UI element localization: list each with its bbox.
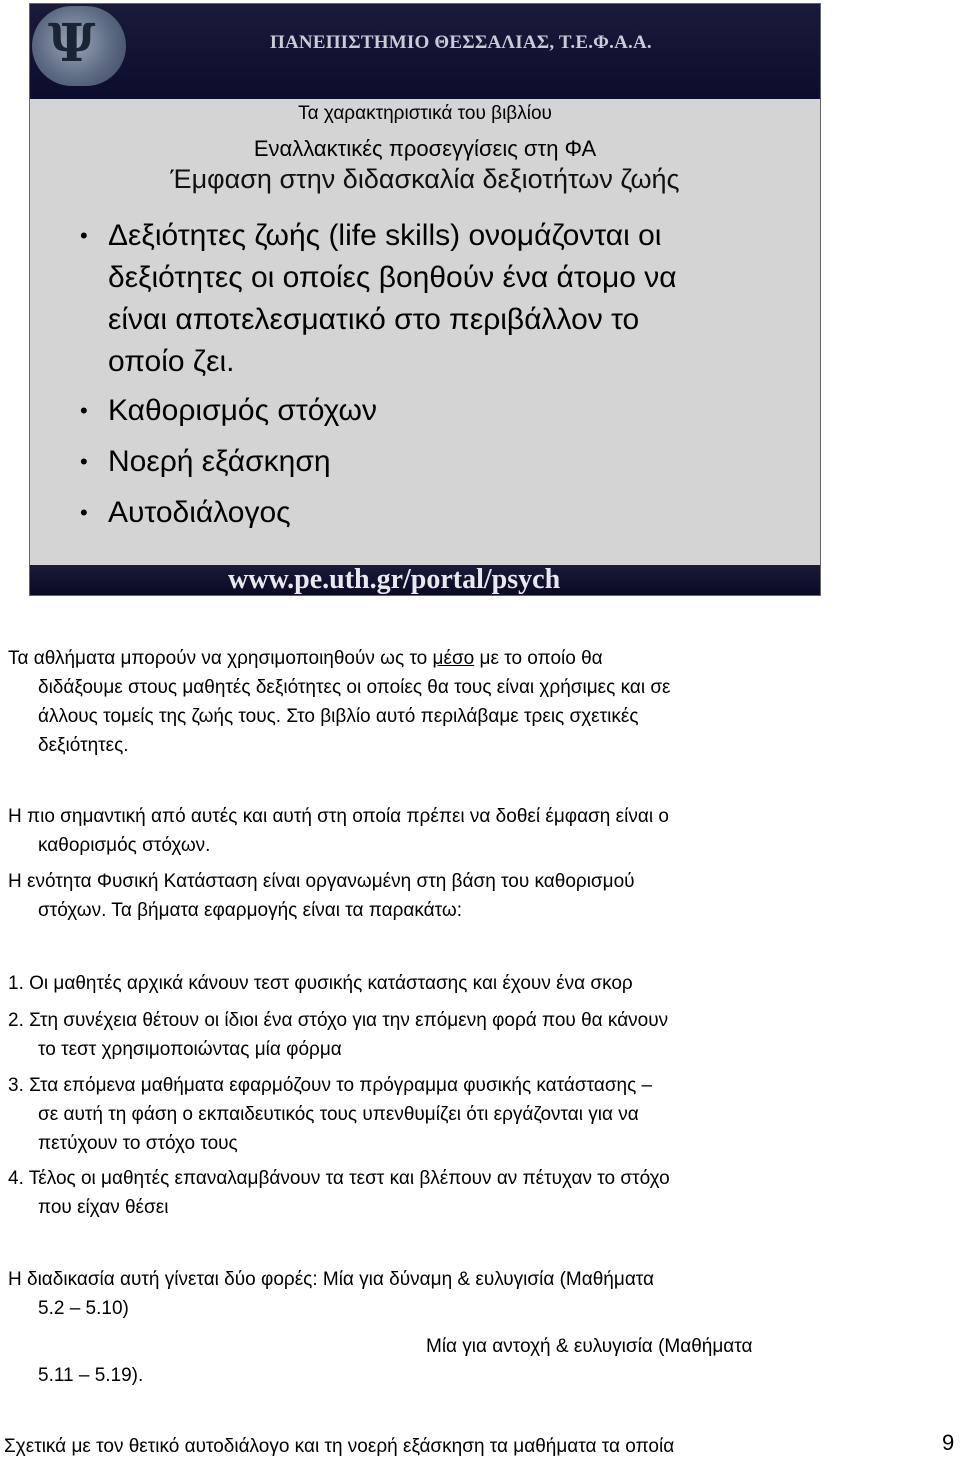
page-number: 9 xyxy=(942,1430,955,1455)
slide-bullet-self-talk: • Αυτοδιάλογος xyxy=(80,496,291,529)
notes-paragraph-5: Σχετικά με τον θετικό αυτοδιάλογο και τη νοερή εξάσκηση τα μαθήματα τα οποία xyxy=(4,1436,675,1457)
university-name: ΠΑΝΕΠΙΣΤΗΜΙΟ ΘΕΣΣΑΛΙΑΣ, Τ.Ε.Φ.Α.Α. xyxy=(270,32,652,53)
slide-bullet-goal-setting: • Καθορισμός στόχων xyxy=(80,394,377,427)
slide-header-band xyxy=(30,4,820,99)
notes-paragraph-4: Η διαδικασία αυτή γίνεται δύο φορές: Μία για δύναμη & ευλυγισία (Μαθήματα 5.2 – 5.10) Μία για αντοχή & ευλυγισία (Μαθήματα 5.11 – 5.19). xyxy=(8,1269,753,1386)
slide-image xyxy=(29,3,821,596)
slide-bullet-mental-practice: • Νοερή εξάσκηση xyxy=(80,445,331,478)
underlined-word: μέσο xyxy=(432,648,475,669)
slide-subtitle: Τα χαρακτηριστικά του βιβλίου xyxy=(298,103,552,124)
slide-title: Εναλλακτικές προσεγγίσεις στη ΦΑ xyxy=(253,136,597,161)
slide-title-emphasis: Έμφαση στην διδασκαλία δεξιοτήτων ζωής xyxy=(170,164,680,194)
step-1: 1. Οι μαθητές αρχικά κάνουν τεστ φυσικής κατάστασης και έχουν ένα σκορ xyxy=(8,973,633,994)
notes-paragraph-3: Η ενότητα Φυσική Κατάσταση είναι οργανωμένη στη βάση του καθορισμού στόχων. Τα βήματα εφαρμογής είναι τα παρακάτω: xyxy=(8,871,635,921)
notes-paragraph-1: Τα αθλήματα μπορούν να χρησιμοποιηθούν ως το μέσο με το οποίο θα διδάξουμε στους μαθητές δεξιότητες οι οποίες θα τους είναι χρήσιμες και σε άλλους τομείς της ζωής τους. Στο βιβλίο αυτό περιλάβαμε τρεις σχετικές δεξιότητες. xyxy=(8,648,671,756)
notes-paragraph-2: Η πιο σημαντική από αυτές και αυτή στη οποία πρέπει να δοθεί έμφαση είναι ο καθορισμός στόχων. xyxy=(8,806,669,856)
step-3: 3. Στα επόμενα μαθήματα εφαρμόζουν το πρόγραμμα φυσικής κατάστασης – σε αυτή τη φάση ο εκπαιδευτικός τους υπενθυμίζει ότι εργάζονται για να πετύχουν το στόχο τους xyxy=(8,1075,653,1154)
slide-bullet-life-skills: • Δεξιότητες ζωής (life skills) ονομάζονται οι δεξιότητες οι οποίες βοηθούν ένα άτομο να είναι αποτελεσματικό στο περιβάλλον το οποίο ζει. xyxy=(80,219,677,378)
slide-url: www.pe.uth.gr/portal/psych xyxy=(228,564,561,595)
step-2: 2. Στη συνέχεια θέτουν οι ίδιοι ένα στόχο για την επόμενη φορά που θα κάνουν το τεστ χρησιμοποιώντας μία φόρμα xyxy=(8,1010,669,1060)
step-4: 4. Τέλος οι μαθητές επαναλαμβάνουν τα τεστ και βλέπουν αν πέτυχαν το στόχο που είχαν θέσει xyxy=(8,1168,670,1218)
psi-logo-icon: Ψ xyxy=(32,6,126,86)
